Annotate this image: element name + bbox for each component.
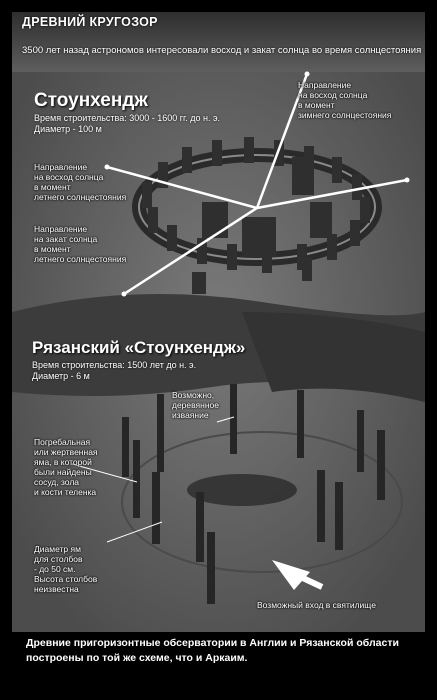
photo-illustration xyxy=(12,12,425,632)
label-summer-sunrise: Направление на восход солнца в момент летнего солнцестояния xyxy=(34,162,127,202)
label-entrance: Возможный вход в святилище xyxy=(257,600,376,610)
label-winter-sunrise: Направление на восход солнца в момент зимнего солнцестояния xyxy=(298,80,392,120)
label-wooden-idol: Возможно, деревянное изваяние xyxy=(172,390,220,420)
ryazan-diameter: Диаметр - 6 м xyxy=(32,371,90,381)
caption-text: Древние пригоризонтные обсерватории в Англии и Рязанской области построены по той же схеме, что и Аркаим. xyxy=(26,637,399,664)
stonehenge-construction: Время строительства: 3000 - 1600 гг. до н. э. xyxy=(34,113,221,123)
ryazan-construction: Время строительства: 1500 лет до н. э. xyxy=(32,360,197,370)
label-burial-pit: Погребальная или жертвенная яма, в которой были найдены сосуд, зола и кости теленка xyxy=(34,437,98,497)
header-subtitle: 3500 лет назад астрономов интересовали восход и закат солнца во время солнцестояния xyxy=(22,45,422,56)
header-title: ДРЕВНИЙ КРУГОЗОР xyxy=(22,15,158,29)
caption-box xyxy=(12,632,425,684)
stonehenge-diameter: Диаметр - 100 м xyxy=(34,124,102,134)
stonehenge-title: Стоунхендж xyxy=(34,90,148,111)
label-summer-sunset: Направление на закат солнца в момент летнего солнцестояния xyxy=(34,224,127,264)
ryazan-title: Рязанский «Стоунхендж» xyxy=(32,338,246,357)
label-post-holes: Диаметр ям для столбов - до 50 см. Высота столбов неизвестна xyxy=(34,544,98,594)
